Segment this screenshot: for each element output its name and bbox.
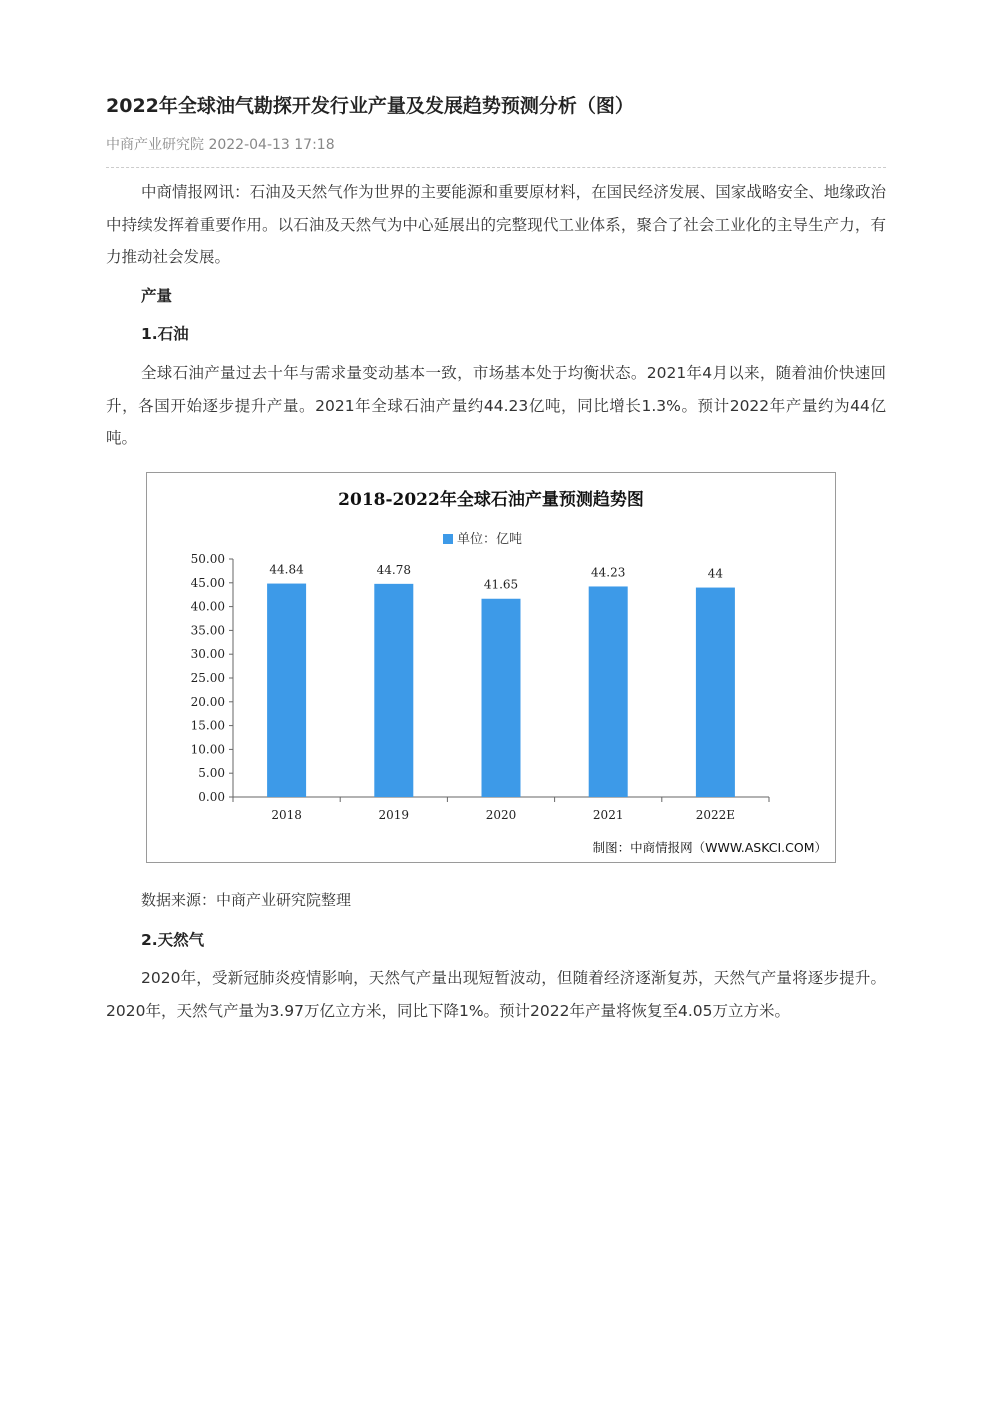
legend-label: 单位：亿吨	[457, 532, 523, 547]
chart-credit: 制图：中商情报网（WWW.ASKCI.COM）	[592, 840, 827, 855]
oil-production-chart	[146, 472, 836, 863]
x-tick-label: 2022E	[695, 808, 736, 822]
article-title: 2022年全球油气勘探开发行业产量及发展趋势预测分析（图）	[106, 95, 634, 117]
chart-plot	[147, 473, 835, 862]
y-tick-label: 5.00	[198, 766, 225, 781]
bar	[374, 584, 413, 797]
bar-value-label: 41.65	[483, 577, 519, 592]
y-tick-label: 10.00	[190, 742, 225, 757]
bar	[589, 586, 628, 797]
bar	[482, 599, 521, 797]
bar-value-label: 44.23	[591, 565, 626, 580]
divider	[106, 167, 886, 168]
y-tick-label: 25.00	[190, 671, 225, 685]
oil-paragraph: 全球石油产量过去十年与需求量变动基本一致，市场基本处于均衡状态。2021年4月以来，随着油价快速回升，各国开始逐步提升产量。2021年全球石油产量约44.23亿吨，同比增长1.3%。预计2022年产量约为44亿吨。	[106, 364, 886, 447]
bar	[267, 584, 306, 797]
y-tick-label: 50.00	[190, 552, 225, 566]
data-source: 数据来源：中商产业研究院整理	[141, 891, 352, 909]
y-tick-label: 40.00	[190, 599, 225, 614]
chart-title: 2018-2022年全球石油产量预测趋势图	[338, 490, 644, 510]
intro-paragraph: 中商情报网讯：石油及天然气作为世界的主要能源和重要原材料，在国民经济发展、国家战略安全、地缘政治中持续发挥着重要作用。以石油及天然气为中心延展出的完整现代工业体系，聚合了社会工业化的主导生产力，有力推动社会发展。	[106, 183, 886, 266]
y-tick-label: 30.00	[190, 647, 225, 662]
x-tick-label: 2020	[485, 808, 517, 822]
x-tick-label: 2019	[378, 808, 410, 822]
y-tick-label: 45.00	[190, 575, 225, 590]
article-meta: 中商产业研究院 2022-04-13 17:18	[106, 137, 335, 153]
x-tick-label: 2021	[592, 808, 624, 822]
bar-value-label: 44.84	[269, 562, 304, 577]
bar	[696, 588, 735, 797]
y-tick-label: 35.00	[190, 623, 225, 638]
bar-value-label: 44.78	[376, 562, 411, 577]
section-heading: 产量	[141, 287, 173, 305]
oil-heading: 1.石油	[141, 325, 189, 343]
gas-heading: 2.天然气	[141, 931, 205, 949]
y-tick-label: 15.00	[190, 718, 225, 733]
x-tick-label: 2018	[271, 808, 302, 822]
y-tick-label: 0.00	[198, 790, 225, 804]
y-tick-label: 20.00	[190, 694, 225, 709]
bar-value-label: 44	[707, 566, 724, 581]
gas-paragraph: 2020年，受新冠肺炎疫情影响，天然气产量出现短暂波动，但随着经济逐渐复苏，天然气产量将逐步提升。2020年，天然气产量为3.97万亿立方米，同比下降1%。预计2022年产量将恢复至4.05万立方米。	[106, 969, 886, 1020]
